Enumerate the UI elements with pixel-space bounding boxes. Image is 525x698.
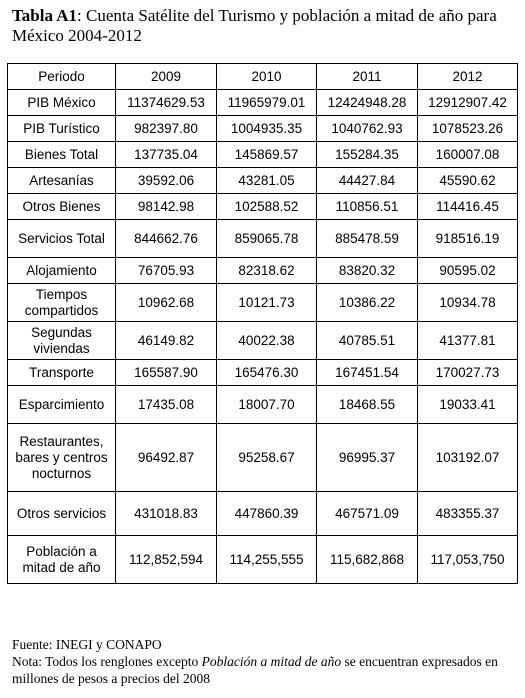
cell-value: 103192.07 — [418, 424, 518, 492]
row-label: Esparcimiento — [8, 386, 116, 424]
table-row — [8, 424, 518, 492]
cell-value: 17435.08 — [116, 386, 217, 424]
cell-value: 11965979.01 — [217, 90, 317, 116]
cell-value: 11374629.53 — [116, 90, 217, 116]
cell-value: 39592.06 — [116, 168, 217, 194]
cell-value: 82318.62 — [217, 258, 317, 284]
cell-value: 12424948.28 — [317, 90, 418, 116]
cell-value: 844662.76 — [116, 220, 217, 258]
cell-value: 155284.35 — [317, 142, 418, 168]
row-label: Restaurantes, bares y centros nocturnos — [8, 424, 116, 492]
cell-value: 43281.05 — [217, 168, 317, 194]
table-row — [8, 322, 518, 360]
cell-value: 46149.82 — [116, 322, 217, 360]
table-row — [8, 284, 518, 322]
row-label: Bienes Total — [8, 142, 116, 168]
cell-value: 160007.08 — [418, 142, 518, 168]
cell-value: 40022.38 — [217, 322, 317, 360]
row-label: PIB México — [8, 90, 116, 116]
cell-value: 10934.78 — [418, 284, 518, 322]
cell-value: 96492.87 — [116, 424, 217, 492]
row-label: Tiempos compartidos — [8, 284, 116, 322]
table-footer — [12, 636, 517, 687]
cell-value: 167451.54 — [317, 360, 418, 386]
cell-value: 431018.83 — [116, 492, 217, 536]
cell-value: 165587.90 — [116, 360, 217, 386]
header-2012: 2012 — [418, 64, 518, 90]
cell-value: 10121.73 — [217, 284, 317, 322]
table-row — [8, 194, 518, 220]
caption-label: Tabla A1 — [12, 6, 78, 25]
cell-value: 76705.93 — [116, 258, 217, 284]
cell-value: 83820.32 — [317, 258, 418, 284]
cell-value: 170027.73 — [418, 360, 518, 386]
cell-value: 19033.41 — [418, 386, 518, 424]
cell-value: 165476.30 — [217, 360, 317, 386]
cell-value: 982397.80 — [116, 116, 217, 142]
cell-value: 44427.84 — [317, 168, 418, 194]
table-row — [8, 258, 518, 284]
cell-value: 12912907.42 — [418, 90, 518, 116]
caption-text: : Cuenta Satélite del Turismo y población a mitad de año para México 2004-2012 — [12, 6, 497, 45]
cell-value: 145869.57 — [217, 142, 317, 168]
header-2010: 2010 — [217, 64, 317, 90]
row-label: Artesanías — [8, 168, 116, 194]
table-row — [8, 536, 518, 584]
cell-value: 45590.62 — [418, 168, 518, 194]
note-suffix: se encuentran expresados en millones de pesos a precios del 2008 — [12, 654, 498, 686]
data-table — [7, 63, 518, 584]
row-label: Población a mitad de año — [8, 536, 116, 584]
table-row — [8, 116, 518, 142]
cell-value: 102588.52 — [217, 194, 317, 220]
table-row — [8, 386, 518, 424]
cell-value: 1040762.93 — [317, 116, 418, 142]
note-prefix: Nota: Todos los renglones excepto — [12, 654, 202, 669]
cell-value: 98142.98 — [116, 194, 217, 220]
cell-value: 114416.45 — [418, 194, 518, 220]
cell-value: 115,682,868 — [317, 536, 418, 584]
header-periodo: Periodo — [8, 64, 116, 90]
table-row — [8, 90, 518, 116]
cell-value: 447860.39 — [217, 492, 317, 536]
table-row — [8, 220, 518, 258]
cell-value: 483355.37 — [418, 492, 518, 536]
header-row — [8, 64, 518, 90]
table-row — [8, 360, 518, 386]
cell-value: 18007.70 — [217, 386, 317, 424]
header-2009: 2009 — [116, 64, 217, 90]
row-label: Transporte — [8, 360, 116, 386]
cell-value: 10386.22 — [317, 284, 418, 322]
table-body — [8, 90, 518, 584]
cell-value: 918516.19 — [418, 220, 518, 258]
cell-value: 96995.37 — [317, 424, 418, 492]
cell-value: 117,053,750 — [418, 536, 518, 584]
row-label: Otros servicios — [8, 492, 116, 536]
cell-value: 40785.51 — [317, 322, 418, 360]
cell-value: 1004935.35 — [217, 116, 317, 142]
cell-value: 95258.67 — [217, 424, 317, 492]
cell-value: 112,852,594 — [116, 536, 217, 584]
cell-value: 137735.04 — [116, 142, 217, 168]
cell-value: 18468.55 — [317, 386, 418, 424]
note-emphasis: Población a mitad de año — [201, 654, 342, 669]
row-label: Otros Bienes — [8, 194, 116, 220]
cell-value: 10962.68 — [116, 284, 217, 322]
cell-value: 467571.09 — [317, 492, 418, 536]
cell-value: 114,255,555 — [217, 536, 317, 584]
source-note: Fuente: INEGI y CONAPO — [12, 637, 162, 652]
row-label: Servicios Total — [8, 220, 116, 258]
header-2011: 2011 — [317, 64, 418, 90]
row-label: PIB Turístico — [8, 116, 116, 142]
table-row — [8, 168, 518, 194]
cell-value: 90595.02 — [418, 258, 518, 284]
table-caption — [12, 6, 517, 46]
cell-value: 885478.59 — [317, 220, 418, 258]
cell-value: 41377.81 — [418, 322, 518, 360]
cell-value: 110856.51 — [317, 194, 418, 220]
row-label: Alojamiento — [8, 258, 116, 284]
table-row — [8, 142, 518, 168]
table-row — [8, 492, 518, 536]
units-note — [12, 653, 517, 687]
cell-value: 859065.78 — [217, 220, 317, 258]
row-label: Segundas viviendas — [8, 322, 116, 360]
cell-value: 1078523.26 — [418, 116, 518, 142]
